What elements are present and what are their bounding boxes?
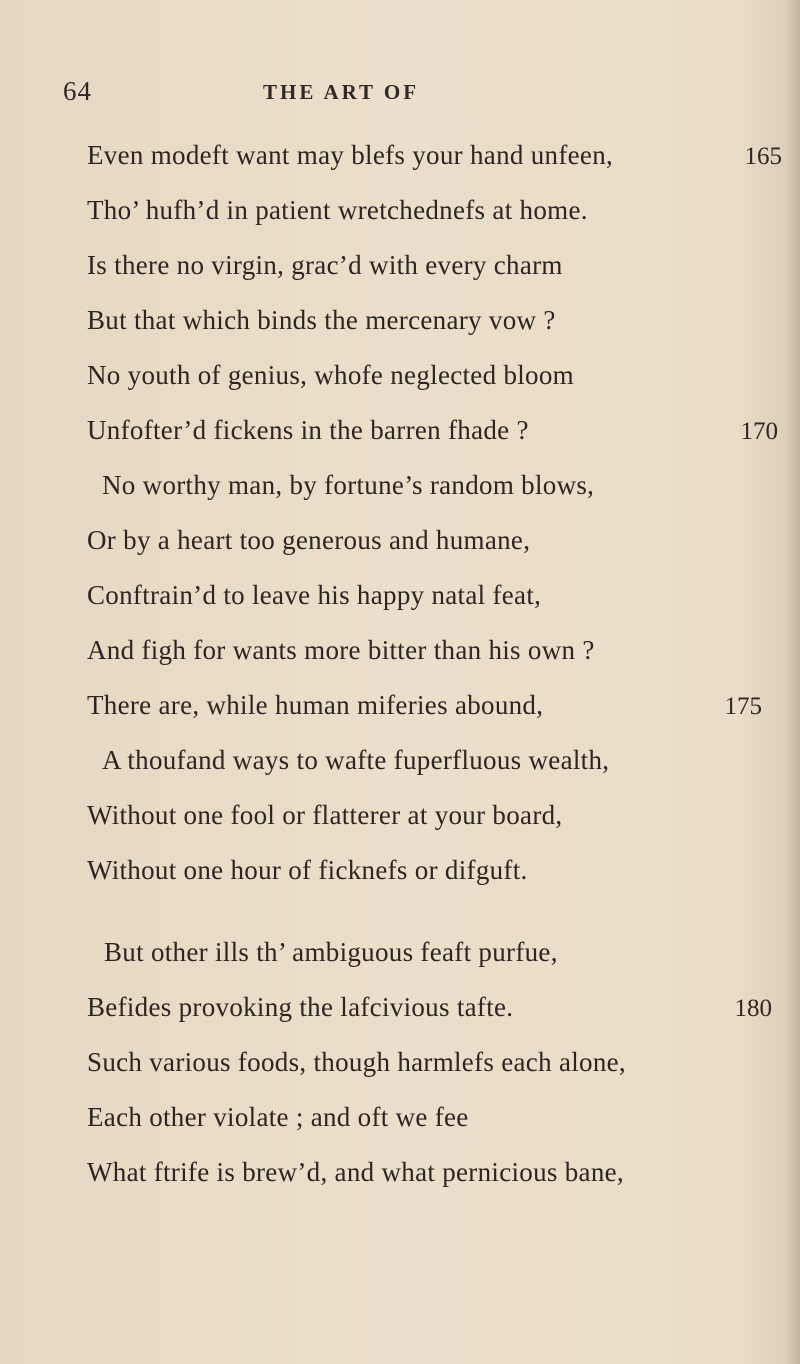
verse-line: Or by a heart too generous and humane, bbox=[87, 525, 531, 555]
verse-line: A thoufand ways to wafte fuperfluous wealth, bbox=[102, 745, 610, 775]
page-number: 64 bbox=[63, 76, 92, 106]
verse-line: No worthy man, by fortune’s random blows, bbox=[102, 470, 595, 500]
verse-line: Even modeft want may blefs your hand unfeen, bbox=[87, 140, 614, 170]
verse-line: But other ills th’ ambiguous feaft purfue, bbox=[104, 937, 558, 967]
line-number: 170 bbox=[740, 418, 778, 445]
line-number: 165 bbox=[744, 143, 782, 170]
verse-line: Unfofter’d fickens in the barren fhade ? bbox=[87, 415, 529, 445]
verse-line: No youth of genius, whofe neglected bloom bbox=[87, 360, 574, 390]
line-number: 175 bbox=[724, 693, 762, 720]
verse-line: And figh for wants more bitter than his own ? bbox=[87, 635, 595, 665]
verse-line: Without one fool or flatterer at your board, bbox=[87, 800, 563, 830]
page-header bbox=[63, 76, 623, 112]
running-title: THE ART OF bbox=[263, 80, 420, 104]
verse-line: What ftrife is brew’d, and what pernicious bane, bbox=[87, 1157, 624, 1187]
verse-line: Each other violate ; and oft we fee bbox=[87, 1102, 469, 1132]
verse-line: Without one hour of ficknefs or difguft. bbox=[87, 855, 528, 885]
verse-line: There are, while human miferies abound, bbox=[87, 690, 544, 720]
verse-line: Befides provoking the lafcivious tafte. bbox=[87, 992, 514, 1022]
verse-line: Is there no virgin, grac’d with every charm bbox=[87, 250, 563, 280]
verse-line: Such various foods, though harmlefs each alone, bbox=[87, 1047, 626, 1077]
verse-line: But that which binds the mercenary vow ? bbox=[87, 305, 556, 335]
line-number: 180 bbox=[734, 995, 772, 1022]
verse-line: Conftrain’d to leave his happy natal feat, bbox=[87, 580, 542, 610]
verse-line: Tho’ hufh’d in patient wretchednefs at home. bbox=[87, 195, 588, 225]
page-edge-shadow bbox=[786, 0, 800, 1364]
